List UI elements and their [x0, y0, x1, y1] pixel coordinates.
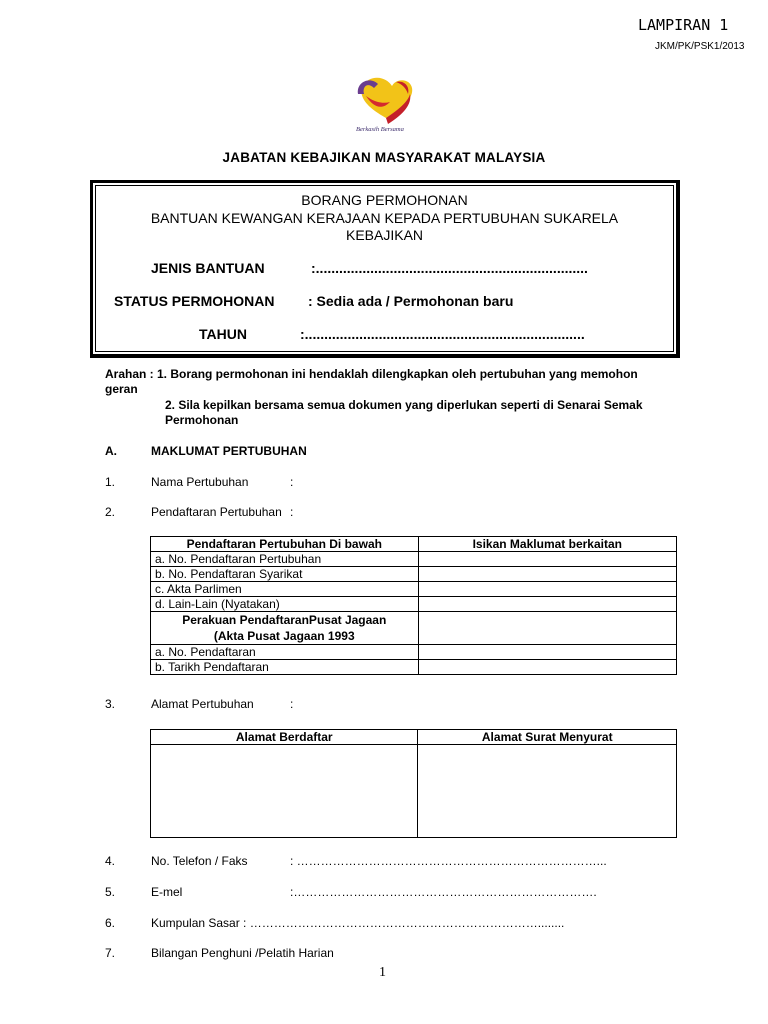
reg-row-input[interactable]: [418, 567, 676, 582]
pendaftaran-pertubuhan-field[interactable]: :: [290, 505, 294, 519]
pusat-jagaan-subheader: [151, 612, 419, 645]
table-row: [151, 645, 677, 660]
lampiran-label: LAMPIRAN 1: [638, 16, 729, 34]
reg-row-input[interactable]: [418, 597, 676, 612]
status-permohonan-label: STATUS PERMOHONAN: [114, 293, 275, 309]
reg-row-label: a. No. Pendaftaran Pertubuhan: [151, 552, 419, 567]
alamat-surat-input[interactable]: [418, 745, 677, 838]
arahan-line1: Arahan : 1. Borang permohonan ini hendaklah dilengkapkan oleh pertubuhan yang memohon: [105, 367, 638, 381]
form-title-line3: KEBAJIKAN: [345, 227, 424, 243]
table-row: [151, 597, 677, 612]
nama-pertubuhan-field[interactable]: :: [290, 475, 294, 489]
address-header-berdaftar: Alamat Berdaftar: [151, 730, 418, 745]
pusat-jagaan-subheader-line2: (Akta Pusat Jagaan 1993: [213, 629, 355, 643]
email-label: E-mel: [151, 885, 183, 899]
alamat-pertubuhan-colon: :: [290, 697, 294, 711]
item-2-number: 2.: [105, 505, 116, 519]
logo-caption: Berkasih Bersama: [356, 126, 404, 133]
pendaftaran-pertubuhan-label: Pendaftaran Pertubuhan: [151, 505, 282, 519]
reg-row-label: c. Akta Parlimen: [151, 582, 419, 597]
reg-row-input[interactable]: [418, 552, 676, 567]
reg-row-label: a. No. Pendaftaran: [151, 645, 419, 660]
department-title: JABATAN KEBAJIKAN MASYARAKAT MALAYSIA: [222, 150, 546, 165]
telefon-faks-label: No. Telefon / Faks: [151, 854, 248, 868]
arahan-line1-cont: geran: [105, 382, 138, 396]
bilangan-penghuni-label: Bilangan Penghuni /Pelatih Harian: [151, 946, 334, 960]
item-4-number: 4.: [105, 854, 116, 868]
form-title-line2: BANTUAN KEWANGAN KERAJAAN KEPADA PERTUBUHAN SUKARELA: [150, 210, 619, 226]
reg-row-label: d. Lain-Lain (Nyatakan): [151, 597, 419, 612]
item-3-number: 3.: [105, 697, 116, 711]
reg-table-header-1: Pendaftaran Pertubuhan Di bawah: [151, 537, 419, 552]
reg-row-input[interactable]: [418, 660, 676, 675]
alamat-berdaftar-input[interactable]: [151, 745, 418, 838]
tahun-label: TAHUN: [199, 326, 247, 342]
item-5-number: 5.: [105, 885, 116, 899]
registration-table: [150, 536, 677, 675]
jenis-bantuan-field[interactable]: :......................................................................: [311, 260, 588, 276]
form-title-line1: BORANG PERMOHONAN: [301, 192, 468, 208]
reg-row-label: b. Tarikh Pendaftaran: [151, 660, 419, 675]
status-permohonan-field[interactable]: : Sedia ada / Permohonan baru: [308, 293, 514, 309]
page-number: 1: [379, 965, 386, 980]
section-a-title: MAKLUMAT PERTUBUHAN: [151, 444, 307, 458]
form-title-box: [90, 180, 680, 358]
reg-row-input[interactable]: [418, 582, 676, 597]
reg-row-label: b. No. Pendaftaran Syarikat: [151, 567, 419, 582]
item-7-number: 7.: [105, 946, 116, 960]
reg-table-header-2: Isikan Maklumat berkaitan: [418, 537, 676, 552]
address-table: [150, 729, 677, 838]
reg-row-input: [418, 612, 676, 645]
tahun-field[interactable]: :........................................................................: [300, 326, 585, 342]
alamat-pertubuhan-label: Alamat Pertubuhan: [151, 697, 254, 711]
item-1-number: 1.: [105, 475, 116, 489]
section-a-letter: A.: [105, 444, 117, 458]
table-row: [151, 582, 677, 597]
telefon-faks-field[interactable]: : …………………………………………………………………...: [290, 854, 607, 868]
pusat-jagaan-subheader-line1: Perakuan PendaftaranPusat Jagaan: [182, 613, 387, 627]
table-row: [151, 567, 677, 582]
reference-code: JKM/PK/PSK1/2013: [655, 41, 745, 52]
table-row: [151, 552, 677, 567]
table-row: [151, 660, 677, 675]
arahan-line2-cont: Permohonan: [165, 413, 239, 427]
address-header-surat: Alamat Surat Menyurat: [418, 730, 677, 745]
arahan-line2: 2. Sila kepilkan bersama semua dokumen yang diperlukan seperti di Senarai Semak: [165, 398, 643, 412]
jkm-logo: [352, 74, 418, 134]
email-field[interactable]: :………………………………………………………………….: [290, 885, 597, 899]
nama-pertubuhan-label: Nama Pertubuhan: [151, 475, 249, 489]
kumpulan-sasar-field[interactable]: Kumpulan Sasar : ………………………………………………………………........: [151, 916, 565, 930]
item-6-number: 6.: [105, 916, 116, 930]
reg-row-input[interactable]: [418, 645, 676, 660]
jenis-bantuan-label: JENIS BANTUAN: [151, 260, 265, 276]
